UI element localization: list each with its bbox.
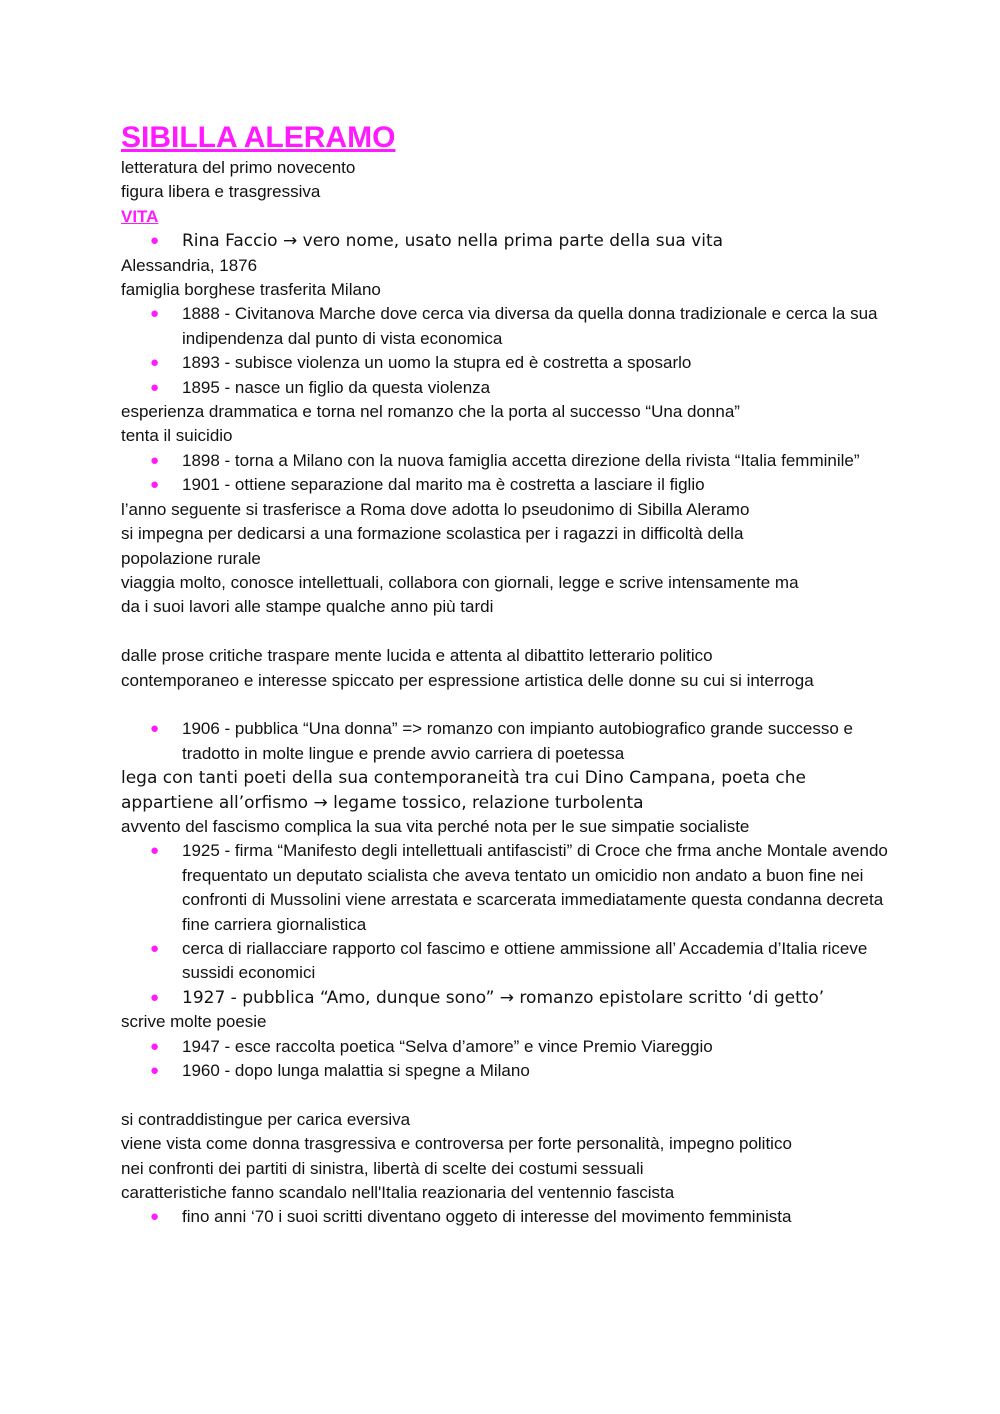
blank-line bbox=[121, 1083, 891, 1107]
bullet-item bbox=[121, 937, 891, 986]
bullet-item bbox=[121, 986, 891, 1010]
bullet-item bbox=[121, 473, 891, 497]
bullet-icon: ● bbox=[150, 1208, 160, 1226]
section-heading-vita: VITA bbox=[121, 206, 159, 226]
text-line: viene vista come donna trasgressiva e controversa per forte personalità, impegno politico bbox=[121, 1134, 792, 1154]
text-line: contemporaneo e interesse spiccato per espressione artistica delle donne su cui si interroga bbox=[121, 670, 814, 690]
bullet-item bbox=[121, 229, 891, 253]
text-line: appartiene all’orfismo → legame tossico, relazione turbolenta bbox=[121, 792, 644, 813]
bullet-text: 1906 - pubblica “Una donna” => romanzo con impianto autobiografico grande successo e tradotto in molte lingue e prende avvio carriera di poetessa bbox=[182, 719, 853, 763]
bullet-text: 1895 - nasce un figlio da questa violenza bbox=[182, 377, 491, 397]
text-line: letteratura del primo novecento bbox=[121, 158, 356, 177]
bullet-item bbox=[121, 1205, 891, 1229]
bullet-item bbox=[121, 449, 891, 473]
text-line: figura libera e trasgressiva bbox=[121, 182, 321, 202]
bullet-text: cerca di riallacciare rapporto col fascimo e ottiene ammissione all’ Accademia d’Italia riceve sussidi economici bbox=[182, 938, 868, 983]
bullet-icon: ● bbox=[150, 939, 160, 957]
bullet-text: 1888 - Civitanova Marche dove cerca via diversa da quella donna tradizionale e cerca la sua indipendenza dal punto di vista economica bbox=[182, 304, 878, 348]
document-page bbox=[121, 120, 891, 1230]
text-line: caratteristiche fanno scandalo nell'Italia reazionaria del ventennio fascista bbox=[121, 1183, 675, 1203]
bullet-icon: ● bbox=[150, 451, 160, 469]
bullet-item bbox=[121, 839, 891, 937]
bullet-text: 1960 - dopo lunga malattia si spegne a Milano bbox=[182, 1061, 530, 1080]
bullet-icon: ● bbox=[150, 378, 160, 396]
blank-line bbox=[121, 693, 891, 717]
bullet-item bbox=[121, 302, 891, 351]
bullet-icon: ● bbox=[150, 1037, 160, 1055]
bullet-icon: ● bbox=[150, 305, 160, 323]
text-line: tenta il suicidio bbox=[121, 426, 233, 446]
bullet-text: 1925 - firma “Manifesto degli intellettuali antifascisti” di Croce che frma anche Montale avendo frequentato un deputato scialista che aveva tentato un omicidio non andato a buon fine nei confronti di Mussolini viene arrestata e scarcerata immediatamente questa condanna decreta fine carriera giornalistica bbox=[182, 841, 888, 934]
text-line: dalle prose critiche traspare mente lucida e attenta al dibattito letterario politico bbox=[121, 646, 713, 666]
bullet-icon: ● bbox=[150, 232, 160, 250]
text-line: da i suoi lavori alle stampe qualche anno più tardi bbox=[121, 597, 494, 617]
text-line: si impegna per dedicarsi a una formazione scolastica per i ragazzi in difficoltà della bbox=[121, 524, 744, 544]
bullet-icon: ● bbox=[150, 1062, 160, 1079]
document-title: SIBILLA ALERAMO bbox=[121, 121, 396, 154]
text-line: avvento del fascismo complica la sua vita perché nota per le sue simpatie socialiste bbox=[121, 816, 750, 836]
text-line: Alessandria, 1876 bbox=[121, 255, 258, 275]
bullet-item bbox=[121, 1035, 891, 1059]
bullet-text: Rina Faccio → vero nome, usato nella prima parte della sua vita bbox=[182, 231, 724, 252]
bullet-icon: ● bbox=[150, 354, 160, 372]
bullet-icon: ● bbox=[150, 988, 160, 1006]
bullet-icon: ● bbox=[150, 842, 160, 860]
bullet-icon: ● bbox=[150, 476, 160, 494]
text-line: scrive molte poesie bbox=[121, 1012, 267, 1032]
text-line: viaggia molto, conosce intellettuali, collabora con giornali, legge e scrive intensamente ma bbox=[121, 572, 799, 592]
bullet-item bbox=[121, 717, 891, 766]
blank-line bbox=[121, 620, 891, 644]
text-line: l’anno seguente si trasferisce a Roma dove adotta lo pseudonimo di Sibilla Aleramo bbox=[121, 499, 750, 519]
text-line: popolazione rurale bbox=[121, 548, 261, 568]
text-line: esperienza drammatica e torna nel romanzo che la porta al successo “Una donna” bbox=[121, 402, 740, 422]
bullet-text: 1893 - subisce violenza un uomo la stupra ed è costretta a sposarlo bbox=[182, 353, 692, 373]
bullet-text: 1927 - pubblica “Amo, dunque sono” → romanzo epistolare scritto ‘di getto’ bbox=[182, 987, 825, 1008]
bullet-text: fino anni ‘70 i suoi scritti diventano oggeto di interesse del movimento femminista bbox=[182, 1207, 792, 1227]
text-line: nei confronti dei partiti di sinistra, libertà di scelte dei costumi sessuali bbox=[121, 1158, 644, 1178]
text-line: famiglia borghese trasferita Milano bbox=[121, 280, 381, 300]
text-line: lega con tanti poeti della sua contemporaneità tra cui Dino Campana, poeta che bbox=[121, 768, 806, 789]
bullet-icon: ● bbox=[150, 720, 160, 738]
bullet-item bbox=[121, 351, 891, 375]
bullet-item bbox=[121, 1059, 891, 1083]
bullet-text: 1901 - ottiene separazione dal marito ma è costretta a lasciare il figlio bbox=[182, 475, 705, 495]
bullet-text: 1898 - torna a Milano con la nuova famiglia accetta direzione della rivista “Italia femminile” bbox=[182, 450, 860, 470]
bullet-text: 1947 - esce raccolta poetica “Selva d’amore” e vince Premio Viareggio bbox=[182, 1036, 713, 1056]
text-line: si contraddistingue per carica eversiva bbox=[121, 1109, 411, 1129]
bullet-item bbox=[121, 376, 891, 400]
